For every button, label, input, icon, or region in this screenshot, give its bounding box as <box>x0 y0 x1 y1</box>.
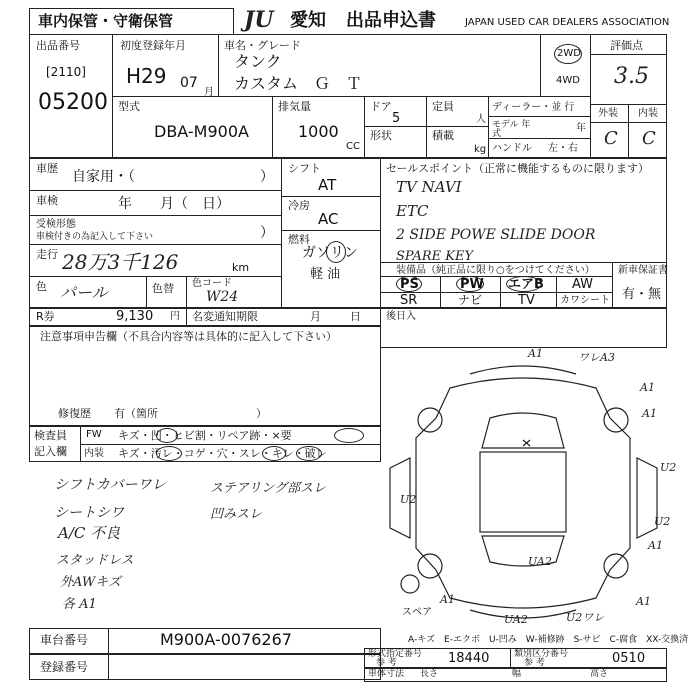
dimensions-width: 幅 <box>512 669 522 679</box>
recycle-sub: 車検付きの為記入して下さい <box>36 232 154 242</box>
form-title: 出品申込書 <box>346 10 436 31</box>
model-value: DBA-M900A <box>154 122 249 141</box>
registration-month: 07 <box>180 75 198 91</box>
history-label: 車歴 <box>36 162 58 175</box>
dealer-parallel-label: ディーラー・並 行 <box>492 102 575 113</box>
warranty-options: 有・無 <box>622 287 662 302</box>
logo-text: 愛知 <box>290 10 326 31</box>
car-grade: カスタム Ｇ Ｔ <box>234 74 363 93</box>
r-ticket-value: 9,130 <box>116 309 154 324</box>
selling-point-3: 2 SIDE POWE SLIDE DOOR <box>396 227 596 243</box>
exterior-value: C <box>604 128 618 149</box>
name-change-day-unit: 日 <box>350 310 361 323</box>
registration-year: H29 <box>126 64 167 88</box>
equip-tv: TV <box>518 293 535 308</box>
registration-label: 初度登録年月 <box>120 39 186 52</box>
drive-4wd: 4WD <box>556 75 580 86</box>
inspector-label-1: 検査員 <box>34 429 67 442</box>
hand-note-8: 各 A1 <box>62 597 97 612</box>
color-code-label: 色コード <box>192 278 232 289</box>
selling-points-label: セールスポイント（正常に機能するものに限ります） <box>386 162 650 175</box>
color-change-label: 色替 <box>152 282 174 295</box>
displacement-label: 排気量 <box>278 100 311 113</box>
category-no-value: 0510 <box>612 651 646 666</box>
exterior-label: 外装 <box>598 108 618 119</box>
dmg-11: UA2 <box>528 555 552 568</box>
dmg-3: A1 <box>640 381 655 394</box>
storage-label: 車内保管・守衛保管 <box>38 12 174 30</box>
selling-point-4: SPARE KEY <box>396 249 474 264</box>
category-no-label: 類別区分番号 <box>514 649 569 659</box>
r-ticket-label: R券 <box>36 310 55 323</box>
name-change-label: 名変通知期限 <box>192 310 258 323</box>
drive-2wd: 2WD <box>557 48 581 59</box>
aircon-value: AC <box>318 210 339 228</box>
history-close: ） <box>260 169 274 185</box>
equip-leather-seat: カワシート <box>560 295 610 306</box>
hand-note-6: スタッドレス <box>56 553 134 568</box>
mileage-unit: km <box>232 261 250 274</box>
form-no-label: 形式指定番号 <box>368 649 423 659</box>
fuel-label: 燃料 <box>288 233 310 246</box>
equip-navi: ナビ <box>458 293 483 307</box>
form-no-sub: 参 考 <box>376 658 397 668</box>
handle-options: 左・右 <box>548 143 578 154</box>
mileage-value: 28万3千126 <box>62 250 179 274</box>
post-input-box <box>380 308 667 348</box>
displacement-value: 1000 <box>298 122 339 141</box>
aircon-label: 冷房 <box>288 199 310 212</box>
dmg-13: U2ワレ <box>566 611 605 624</box>
shift-label: シフト <box>288 162 321 175</box>
load-label: 積載 <box>432 129 454 142</box>
capacity-unit: 人 <box>476 114 486 125</box>
chassis-label: 車台番号 <box>40 633 89 647</box>
equip-ps: PS <box>400 277 419 292</box>
equip-sr: SR <box>400 293 418 308</box>
notes-label: 注意事項申告欄（不具合内容等は具体的に記入して下さい） <box>40 330 337 343</box>
repair-close: ） <box>256 407 267 420</box>
lot-number: 05200 <box>38 90 108 115</box>
reg-number-label: 登録番号 <box>40 660 89 674</box>
doors-value: 5 <box>392 111 401 126</box>
ju-logo: JU <box>244 7 274 33</box>
fuel-selected-circle <box>326 241 346 263</box>
handle-label: ハンドル <box>492 143 532 154</box>
repair-label: 修復歴 <box>58 407 91 420</box>
form-no-value: 18440 <box>448 651 490 666</box>
post-input-label: 後日入 <box>386 311 416 322</box>
dmg-7: U2 <box>654 515 671 528</box>
repair-value: 有（箇所 <box>114 407 158 420</box>
hand-note-2: ステアリング部スレ <box>210 481 326 496</box>
dimensions-label: 車体寸法 <box>368 669 405 679</box>
inspection-value: 年 月（ 日） <box>118 196 230 212</box>
association-name: JAPAN USED CAR DEALERS ASSOCIATION <box>465 17 670 28</box>
car-name-label: 車名・グレード <box>224 39 301 52</box>
interior-inspect-items: キズ・汚レ・コゲ・穴・スレ・キレ・破レ <box>118 447 327 460</box>
color-code: W24 <box>206 289 239 305</box>
car-damage-diagram <box>380 348 667 628</box>
recycle-close: ） <box>260 225 274 241</box>
inspection-label: 車検 <box>36 194 58 207</box>
model-year-label: モデル 年式 <box>492 120 531 139</box>
fw-items: キズ・凹・ヒビ割・リペア跡・×要 <box>118 429 292 442</box>
displacement-unit: CC <box>346 141 360 152</box>
fuel-light-oil: 軽 油 <box>310 267 341 282</box>
dimensions-length: 長さ <box>420 669 439 679</box>
car-name: タンク <box>234 52 282 71</box>
interior-inspect-label: 内装 <box>84 448 104 459</box>
dmg-4: A1 <box>642 407 657 420</box>
hand-note-7: 外AWキズ <box>60 575 121 590</box>
equipment-label: 装備品（純正品に限り○をつけてください） <box>396 265 595 276</box>
selling-point-1: TV NAVI <box>396 178 462 196</box>
chassis-value: M900A-0076267 <box>160 630 292 649</box>
equip-pw: PW <box>460 277 484 292</box>
color-value: パール <box>60 283 108 302</box>
doors-label: ドア <box>370 100 392 113</box>
selling-point-2: ETC <box>396 202 429 220</box>
lot-label: 出品番号 <box>36 39 80 52</box>
equip-aw: AW <box>572 277 594 292</box>
hand-note-5: A/C 不良 <box>58 524 121 542</box>
mileage-label: 走行 <box>36 248 58 261</box>
dmg-8: A1 <box>648 539 663 552</box>
history-value: 自家用・（ <box>72 169 135 185</box>
hand-note-4: 凹みスレ <box>210 507 263 522</box>
recycle-label: 受検形態 <box>36 219 76 230</box>
dmg-1: A1 <box>528 347 543 360</box>
r-ticket-unit: 円 <box>170 311 180 322</box>
dmg-2: ワレA3 <box>578 351 615 364</box>
name-change-month-unit: 月 <box>310 310 321 323</box>
dmg-5: U2 <box>660 461 677 474</box>
capacity-label: 定員 <box>432 100 454 113</box>
grade-score-label: 評価点 <box>610 39 643 52</box>
inspector-label-2: 記入欄 <box>34 445 67 458</box>
shift-value: AT <box>318 176 337 194</box>
fuel-options: ガソリン <box>302 245 358 261</box>
category-no-sub: 参 考 <box>524 658 545 668</box>
registration-month-unit: 月 <box>204 87 214 98</box>
damage-legend: A-キズ E-エクボ U-凹み W-補修跡 S-サビ C-腐食 XX-交換済 <box>408 635 689 645</box>
spare-label: スペア <box>402 607 432 618</box>
dimensions-height: 高さ <box>590 669 609 679</box>
load-unit: kg <box>474 144 487 155</box>
color-label: 色 <box>36 280 47 293</box>
grade-score-value: 3.5 <box>614 64 649 89</box>
interior-label: 内装 <box>638 108 658 119</box>
model-label: 型式 <box>118 100 140 113</box>
fw-label: FW <box>86 429 102 440</box>
dmg-6: U2 <box>400 493 417 506</box>
warranty-label: 新車保証書 <box>618 265 668 276</box>
shape-label: 形状 <box>370 129 392 142</box>
model-year-unit: 年 <box>576 123 586 134</box>
lot-sub-number: [2110] <box>46 65 86 79</box>
dmg-9: A1 <box>440 593 455 606</box>
equip-airbag: エアB <box>508 277 544 292</box>
dmg-10: A1 <box>636 595 651 608</box>
hand-note-1: シフトカバーワレ <box>54 477 166 493</box>
dmg-12: UA2 <box>504 613 528 626</box>
hand-note-3: シートシワ <box>54 505 124 521</box>
interior-value: C <box>642 128 656 149</box>
